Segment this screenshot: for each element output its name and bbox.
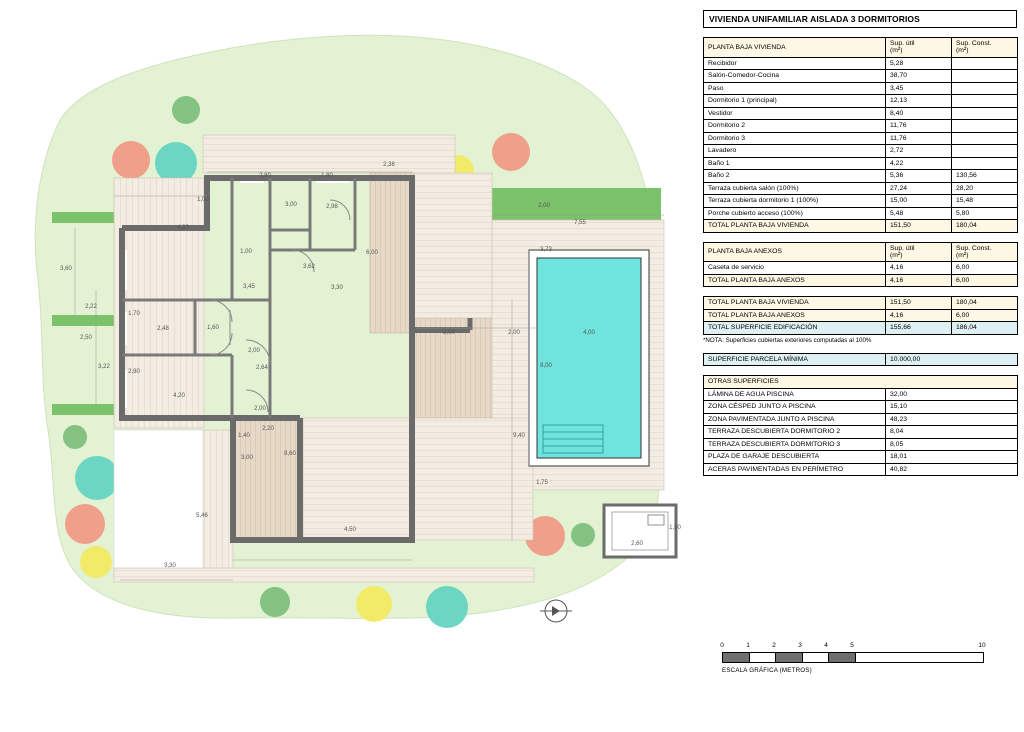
row-const: 6,00 (952, 262, 1018, 274)
header-const-text: Sup. Const. (956, 244, 992, 252)
dimension-label: 2,00 (538, 203, 550, 209)
table-otras-superficies (703, 375, 1018, 476)
surface-note: *NOTA: Superficies cubiertas exteriores computadas al 100% (703, 336, 872, 344)
dimension-label: 3,62 (303, 264, 315, 270)
table-row (704, 170, 1018, 182)
parcela-value: 10.000,00 (886, 353, 1018, 365)
row-label: TOTAL PLANTA BAJA ANEXOS (704, 309, 886, 321)
row-util: 11,76 (886, 120, 952, 132)
dimension-label: 3,60 (60, 266, 72, 272)
dimension-label: 4,20 (173, 393, 185, 399)
table-row (704, 322, 1018, 334)
row-const: 6,00 (952, 274, 1018, 286)
table-row (704, 297, 1018, 309)
row-value: 48,23 (886, 413, 1018, 425)
row-util: 4,16 (886, 309, 952, 321)
row-util: 12,13 (886, 95, 952, 107)
row-const: 180,04 (952, 297, 1018, 309)
table-row (704, 107, 1018, 119)
otras-header: OTRAS SUPERFICIES (704, 376, 1018, 388)
dimension-label: 3,00 (285, 202, 297, 208)
dimension-label: 1,60 (669, 525, 681, 531)
scale-caption: ESCALA GRÁFICA (METROS) (722, 667, 812, 674)
graphic-scale (722, 642, 992, 674)
parcela-row (704, 353, 1018, 365)
table-row (704, 274, 1018, 286)
row-label: PLAZA DE GARAJE DESCUBIERTA (704, 451, 886, 463)
table-row (704, 309, 1018, 321)
row-util: 5,28 (886, 57, 952, 69)
row-label: Salón-Comedor-Cocina (704, 70, 886, 82)
row-label: TERRAZA DESCUBIERTA DORMITORIO 3 (704, 438, 886, 450)
header-util (886, 242, 952, 262)
scale-tick: 4 (824, 642, 828, 649)
dimension-label: 1,40 (238, 433, 250, 439)
row-const: 130,56 (952, 170, 1018, 182)
row-const (952, 120, 1018, 132)
table-row (704, 463, 1018, 475)
header-util (886, 38, 952, 58)
table-row (704, 82, 1018, 94)
service-shed (604, 505, 676, 557)
table-row (704, 388, 1018, 400)
row-label: TOTAL PLANTA BAJA VIVIENDA (704, 220, 886, 232)
table-header-row (704, 38, 1018, 58)
row-label: Dormitorio 2 (704, 120, 886, 132)
table-row (704, 132, 1018, 144)
header-const (952, 38, 1018, 58)
north-symbol (540, 600, 572, 622)
parcela-label: SUPERFICIE PARCELA MÍNIMA (704, 353, 886, 365)
dimension-label: 2,80 (259, 173, 271, 179)
dimension-label: 3,30 (164, 563, 176, 569)
dimension-label: 1,60 (207, 325, 219, 331)
row-const (952, 107, 1018, 119)
row-label: Terraza cubierta dormitorio 1 (100%) (704, 195, 886, 207)
row-label: Dormitorio 3 (704, 132, 886, 144)
dimension-label: 3,45 (243, 284, 255, 290)
dimension-label: 1,80 (321, 173, 333, 179)
swimming-pool (529, 250, 649, 466)
row-label: TOTAL PLANTA BAJA VIVIENDA (704, 297, 886, 309)
row-util: 2,72 (886, 145, 952, 157)
table-row (704, 120, 1018, 132)
header-util-unit: (m²) (890, 251, 903, 259)
row-util: 155,66 (886, 322, 952, 334)
dimension-label: 3,00 (443, 330, 455, 336)
row-label: TOTAL SUPERFICIE EDIFICACIÓN (704, 322, 886, 334)
row-util: 4,16 (886, 262, 952, 274)
table-row (704, 195, 1018, 207)
header-const-text: Sup. Const. (956, 40, 992, 47)
row-const (952, 70, 1018, 82)
row-const: 5,80 (952, 207, 1018, 219)
row-const: 186,04 (952, 322, 1018, 334)
dimension-label: 4,20 (177, 225, 189, 231)
dimension-label: 1,00 (240, 249, 252, 255)
dimension-label: 4,50 (344, 527, 356, 533)
header-name: PLANTA BAJA ANEXOS (704, 242, 886, 262)
header-const-unit: (m²) (956, 251, 969, 259)
sheet-title: VIVIENDA UNIFAMILIAR AISLADA 3 DORMITORIOS (703, 10, 1017, 28)
row-const: 180,04 (952, 220, 1018, 232)
row-label: Porche cubierto acceso (100%) (704, 207, 886, 219)
header-util-text: Sup. útil (890, 40, 915, 47)
row-label: LÁMINA DE AGUA PISCINA (704, 388, 886, 400)
row-label: Dormitorio 1 (principal) (704, 95, 886, 107)
header-util-unit: (m²) (890, 47, 903, 55)
table-row (704, 438, 1018, 450)
row-label: TOTAL PLANTA BAJA ANEXOS (704, 274, 886, 286)
dimension-label: 2,80 (128, 369, 140, 375)
row-label: Baño 2 (704, 170, 886, 182)
row-util: 4,22 (886, 157, 952, 169)
row-label: ZONA PAVIMENTADA JUNTO A PISCINA (704, 413, 886, 425)
row-label: Terraza cubierta salón (100%) (704, 182, 886, 194)
dimension-label: 1,75 (536, 480, 548, 486)
table-row (704, 220, 1018, 232)
dimension-label: 2,20 (262, 426, 274, 432)
dimension-label: 7,55 (574, 220, 586, 226)
row-const (952, 132, 1018, 144)
row-value: 15,10 (886, 401, 1018, 413)
row-value: 40,82 (886, 463, 1018, 475)
row-const (952, 57, 1018, 69)
row-label: ZONA CÉSPED JUNTO A PISCINA (704, 401, 886, 413)
dimension-label: 2,00 (248, 348, 260, 354)
dimension-label: 2,48 (157, 326, 169, 332)
row-const (952, 157, 1018, 169)
row-label: Baño 1 (704, 157, 886, 169)
scale-tick: 10 (978, 642, 986, 649)
dimension-label: 3,73 (540, 247, 552, 253)
row-label: Paso (704, 82, 886, 94)
table-row (704, 95, 1018, 107)
surface-tables-panel (703, 10, 1017, 476)
row-label: Lavadero (704, 145, 886, 157)
row-const: 6,00 (952, 309, 1018, 321)
scale-tick: 0 (720, 642, 724, 649)
scale-tick: 5 (850, 642, 854, 649)
dimension-label: 2,50 (80, 335, 92, 341)
scale-bar (722, 652, 984, 663)
row-util: 11,76 (886, 132, 952, 144)
row-label: Recibidor (704, 57, 886, 69)
table-parcela-minima (703, 353, 1018, 366)
table-row (704, 451, 1018, 463)
row-util: 151,50 (886, 297, 952, 309)
row-const: 28,20 (952, 182, 1018, 194)
dimension-label: 2,60 (631, 541, 643, 547)
row-label: Caseta de servicio (704, 262, 886, 274)
row-value: 8,04 (886, 426, 1018, 438)
dimension-label: 9,40 (513, 433, 525, 439)
otras-header-row (704, 376, 1018, 388)
row-util: 4,16 (886, 274, 952, 286)
table-resumen (703, 296, 1018, 334)
header-name: PLANTA BAJA VIVIENDA (704, 38, 886, 58)
row-label: Vestidor (704, 107, 886, 119)
dimension-label: 2,98 (326, 204, 338, 210)
row-label: TERRAZA DESCUBIERTA DORMITORIO 2 (704, 426, 886, 438)
dimension-label: 5,46 (196, 513, 208, 519)
dimension-label: 1,00 (197, 197, 209, 203)
scale-tick-labels (722, 642, 992, 652)
table-row (704, 207, 1018, 219)
dimension-label: 2,00 (254, 406, 266, 412)
scale-tick: 1 (746, 642, 750, 649)
table-row (704, 426, 1018, 438)
table-row (704, 57, 1018, 69)
header-const (952, 242, 1018, 262)
dimension-label: 6,00 (366, 250, 378, 256)
row-util: 8,40 (886, 107, 952, 119)
dimension-label: 2,22 (85, 304, 97, 310)
table-header-row (704, 242, 1018, 262)
row-value: 8,05 (886, 438, 1018, 450)
table-row (704, 157, 1018, 169)
header-util-text: Sup. útil (890, 244, 915, 252)
dimension-label: 3,30 (331, 285, 343, 291)
scale-tick: 2 (772, 642, 776, 649)
dimension-label: 1,70 (128, 311, 140, 317)
row-const (952, 145, 1018, 157)
row-util: 3,45 (886, 82, 952, 94)
dimension-label: 8,00 (540, 363, 552, 369)
dimension-label: 2,00 (508, 330, 520, 336)
table-planta-baja-vivienda (703, 37, 1018, 233)
row-util: 5,36 (886, 170, 952, 182)
row-const (952, 82, 1018, 94)
row-label: ACERAS PAVIMENTADAS EN PERÍMETRO (704, 463, 886, 475)
table-row (704, 401, 1018, 413)
dimension-label: 2,38 (383, 162, 395, 168)
row-util: 38,70 (886, 70, 952, 82)
row-util: 15,00 (886, 195, 952, 207)
row-value: 32,00 (886, 388, 1018, 400)
table-row (704, 182, 1018, 194)
dimension-label: 4,00 (583, 330, 595, 336)
scale-tick: 3 (798, 642, 802, 649)
row-value: 18,01 (886, 451, 1018, 463)
row-const (952, 95, 1018, 107)
dimension-label: 3,00 (241, 455, 253, 461)
row-util: 27,24 (886, 182, 952, 194)
table-row (704, 70, 1018, 82)
header-const-unit: (m²) (956, 47, 969, 55)
table-row (704, 262, 1018, 274)
table-row (704, 145, 1018, 157)
row-util: 151,50 (886, 220, 952, 232)
dimension-label: 2,64 (256, 365, 268, 371)
table-planta-baja-anexos (703, 242, 1018, 288)
row-util: 5,48 (886, 207, 952, 219)
table-row (704, 413, 1018, 425)
dimension-label: 8,60 (284, 451, 296, 457)
row-const: 15,48 (952, 195, 1018, 207)
dimension-label: 3,22 (98, 364, 110, 370)
